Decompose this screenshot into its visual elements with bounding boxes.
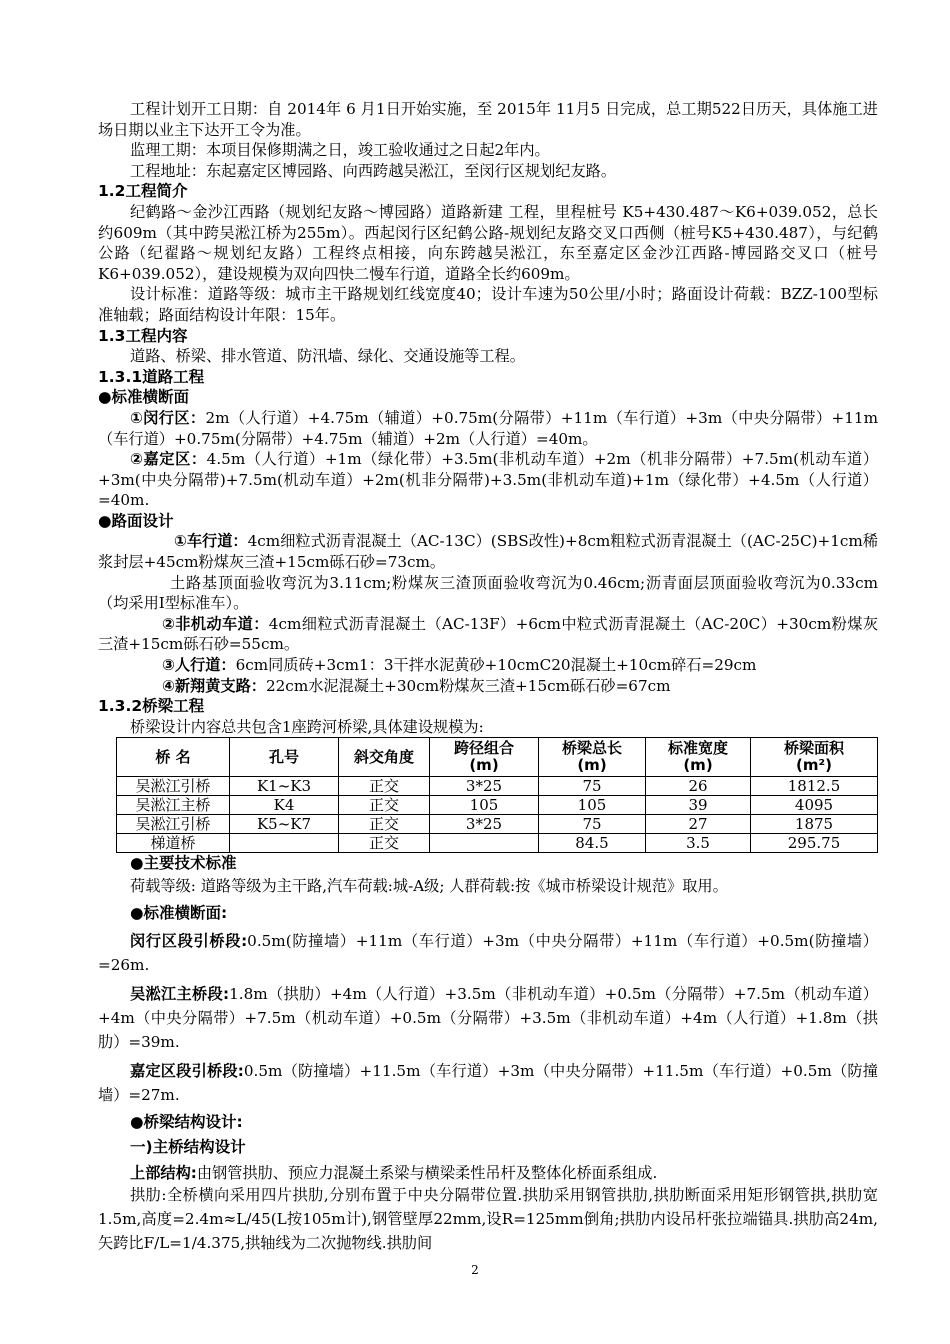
nonmotor-pavement (98, 614, 878, 655)
scope-paragraph: 道路、桥梁、排水管道、防汛墙、绿化、交通设施等工程。 (130, 347, 525, 366)
col-header-width: 标准宽度 (m) (646, 738, 751, 777)
jiading-text: 4.5m（人行道）+1m（绿化带）+3.5m(非机动车道）+2m（机非分隔带）+7.5m(机动车道）+3m(中央分隔带)+7.5m(机动车道）+2m(机非分隔带)+3.5m(非机动车道)+1m（绿化带）+4.5m（人行道）=40m. (98, 450, 879, 510)
xinxiang-label: ④新翔黄支路： (162, 676, 266, 695)
carriageway-label: ①车行道： (174, 532, 248, 551)
superstructure-label: 上部结构: (130, 1163, 197, 1182)
road-cross-section-heading: ●标准横断面 (98, 388, 190, 407)
project-address: 工程地址：东起嘉定区博园路、向西跨越吴淞江，至闵行区规划纪友路。 (130, 161, 616, 180)
jiading-approach-label: 嘉定区段引桥段: (130, 1061, 244, 1080)
cell-span-combo: 105 (430, 796, 539, 815)
section-heading-1-2: 1.2工程简介 (98, 182, 188, 201)
document-body (98, 99, 878, 1255)
cell-area: 4095 (751, 796, 878, 815)
minhang-approach-section (98, 929, 878, 977)
nonmotor-text: 4cm细粒式沥青混凝土（AC-13F）+6cm中粒式沥青混凝土（AC-20C）+30cm粉煤灰三渣+15cm砾石砂=55cm。 (98, 614, 879, 654)
cell-width: 39 (646, 796, 751, 815)
pavement-design-heading: ●路面设计 (98, 511, 174, 530)
col-header-span-combo: 跨径组合 (m) (430, 738, 539, 777)
section-heading-1-3-1: 1.3.1道路工程 (98, 367, 205, 386)
cell-total-length: 84.5 (539, 834, 646, 853)
bridge-table-header-row (117, 738, 878, 777)
cell-skew: 正交 (339, 815, 430, 834)
minhang-label: ①闵行区： (130, 408, 206, 427)
cell-span-no: K4 (230, 796, 339, 815)
carriageway-text: 4cm细粒式沥青混凝土（AC-13C）(SBS改性)+8cm粗粒式沥青混凝土（(AC-25C)+1cm稀浆封层+45cm粉煤灰三渣+15cm砾石砂=73cm。 (98, 532, 878, 572)
cell-name: 梯道桥 (117, 834, 230, 853)
cell-span-no (230, 834, 339, 853)
minhang-cross-section (98, 408, 878, 449)
cell-span-no: K1~K3 (230, 777, 339, 796)
main-bridge-section (98, 982, 878, 1054)
cell-total-length: 75 (539, 815, 646, 834)
table-row (117, 815, 878, 834)
cell-name: 吴淞江引桥 (117, 777, 230, 796)
bridge-intro: 桥梁设计内容总共包含1座跨河桥梁,具体建设规模为: (130, 717, 484, 736)
jiading-approach-text: 0.5m（防撞墙）+11.5m（车行道）+3m（中央分隔带）+11.5m（车行道）+0.5m（防撞墙）=27m. (98, 1061, 878, 1104)
table-row (117, 796, 878, 815)
cell-span-combo: 3*25 (430, 815, 539, 834)
cell-span-combo: 3*25 (430, 777, 539, 796)
bridge-structure-heading: ●桥梁结构设计: (130, 1112, 243, 1131)
col-header-name: 桥 名 (117, 738, 230, 777)
overview-paragraph: 纪鹤路～金沙江西路（规划纪友路～博园路）道路新建 工程，里程桩号 K5+430.487～K6+039.052，总长约609m（其中跨吴淞江桥为255m）。西起闵行区纪鹤公路-规划纪友路交叉口西侧（桩号K5+430.487），与纪鹤公路（纪翟路～规划纪友路）工程终点相接，向东跨越吴淞江，东至嘉定区金沙江西路-博园路交叉口（桩号K6+039.052），建设规模为双向四快二慢车行道，道路全长约609m。 (98, 202, 878, 283)
table-row (117, 834, 878, 853)
cell-width: 26 (646, 777, 751, 796)
xinxiang-pavement (98, 676, 878, 697)
carriageway-pavement (98, 531, 878, 572)
section-heading-1-3-2: 1.3.2桥梁工程 (98, 697, 205, 716)
bridge-cross-section-heading: ●标准横断面: (130, 904, 228, 922)
cell-total-length: 75 (539, 777, 646, 796)
cell-name: 吴淞江引桥 (117, 815, 230, 834)
main-bridge-structure-heading: 一)主桥结构设计 (130, 1138, 246, 1157)
cell-skew: 正交 (339, 834, 430, 853)
arch-rib-paragraph: 拱肋:全桥横向采用四片拱肋,分别布置于中央分隔带位置.拱肋采用钢管拱肋,拱肋断面采用矩形钢管拱,拱肋宽1.5m,高度=2.4m≈L/45(L按105m计),钢管壁厚22mm,设R=125mm倒角;拱肋内设吊杆张拉端锚具.拱肋高24m,矢跨比F/L=1/4.375,拱轴线为二次抛物线.拱肋间 (98, 1186, 878, 1253)
design-standard-paragraph: 设计标准：道路等级：城市主干路规划红线宽度40；设计车速为50公里/小时；路面设计荷载：BZZ-100型标准轴载；路面结构设计年限：15年。 (98, 285, 878, 324)
table-row (117, 777, 878, 796)
jiading-label: ②嘉定区： (130, 450, 207, 469)
cell-width: 3.5 (646, 834, 751, 853)
cell-total-length: 105 (539, 796, 646, 815)
deflection-paragraph: 土路基顶面验收弯沉为3.11cm;粉煤灰三渣顶面验收弯沉为0.46cm;沥青面层顶面验收弯沉为0.33cm（均采用Ⅰ型标准车）。 (98, 573, 878, 613)
nonmotor-label: ②非机动车道： (162, 614, 269, 633)
sidewalk-text: 6cm同质砖+3cm1：3干拌水泥黄砂+10cmC20混凝土+10cm碎石=29cm (235, 656, 757, 675)
sidewalk-label: ③人行道： (162, 656, 236, 675)
cell-area: 1875 (751, 815, 878, 834)
cell-name: 吴淞江主桥 (117, 796, 230, 815)
tech-standard-heading: ●主要技术标准 (130, 854, 237, 873)
supervision-period: 监理工期：本项目保修期满之日，竣工验收通过之日起2年内。 (130, 141, 550, 160)
page-number: 2 (471, 1263, 479, 1277)
superstructure-text: 由钢管拱肋、预应力混凝土系梁与横梁柔性吊杆及整体化桥面系组成. (196, 1163, 658, 1182)
cell-area: 1812.5 (751, 777, 878, 796)
col-header-span-no: 孔号 (230, 738, 339, 777)
cell-area: 295.75 (751, 834, 878, 853)
bridge-table (116, 737, 878, 853)
schedule-paragraph: 工程计划开工日期：自 2014年 6 月1日开始实施，至 2015年 11月5 日完成，总工期522日历天，具体施工进场日期以业主下达开工令为准。 (98, 100, 878, 139)
minhang-text: 2m（人行道）+4.75m（辅道）+0.75m(分隔带）+11m（车行道）+3m（中央分隔带）+11m（车行道）+0.75m(分隔带）+4.75m（辅道）+2m（人行道）=40m。 (98, 408, 878, 448)
load-grade-paragraph: 荷载等级: 道路等级为主干路,汽车荷载:城-A级; 人群荷载:按《城市桥梁设计规范》取用。 (130, 877, 728, 895)
cell-width: 27 (646, 815, 751, 834)
cell-skew: 正交 (339, 796, 430, 815)
main-bridge-label: 吴淞江主桥段: (130, 984, 230, 1003)
sidewalk-pavement (98, 655, 878, 676)
cell-skew: 正交 (339, 777, 430, 796)
jiading-approach-section (98, 1059, 878, 1107)
cell-span-combo (430, 834, 539, 853)
minhang-approach-label: 闵行区段引桥段: (130, 931, 248, 950)
superstructure-paragraph (98, 1163, 878, 1184)
minhang-approach-text: 0.5m(防撞墙）+11m（车行道）+3m（中央分隔带）+11m（车行道）+0.5m(防撞墙）=26m. (98, 931, 878, 974)
col-header-skew: 斜交角度 (339, 738, 430, 777)
col-header-total-length: 桥梁总长 (m) (539, 738, 646, 777)
xinxiang-text: 22cm水泥混凝土+30cm粉煤灰三渣+15cm砾石砂=67cm (265, 676, 671, 695)
jiading-cross-section (98, 449, 878, 511)
main-bridge-text: 1.8m（拱肋）+4m（人行道）+3.5m（非机动车道）+0.5m（分隔带）+7.5m（机动车道）+4m（中央分隔带）+7.5m（机动车道）+0.5m（分隔带）+3.5m（非机动车道）+4m（人行道）+1.8m（拱肋）=39m. (98, 984, 878, 1051)
col-header-area: 桥梁面积 (m²) (751, 738, 878, 777)
cell-span-no: K5~K7 (230, 815, 339, 834)
section-heading-1-3: 1.3工程内容 (98, 326, 188, 345)
